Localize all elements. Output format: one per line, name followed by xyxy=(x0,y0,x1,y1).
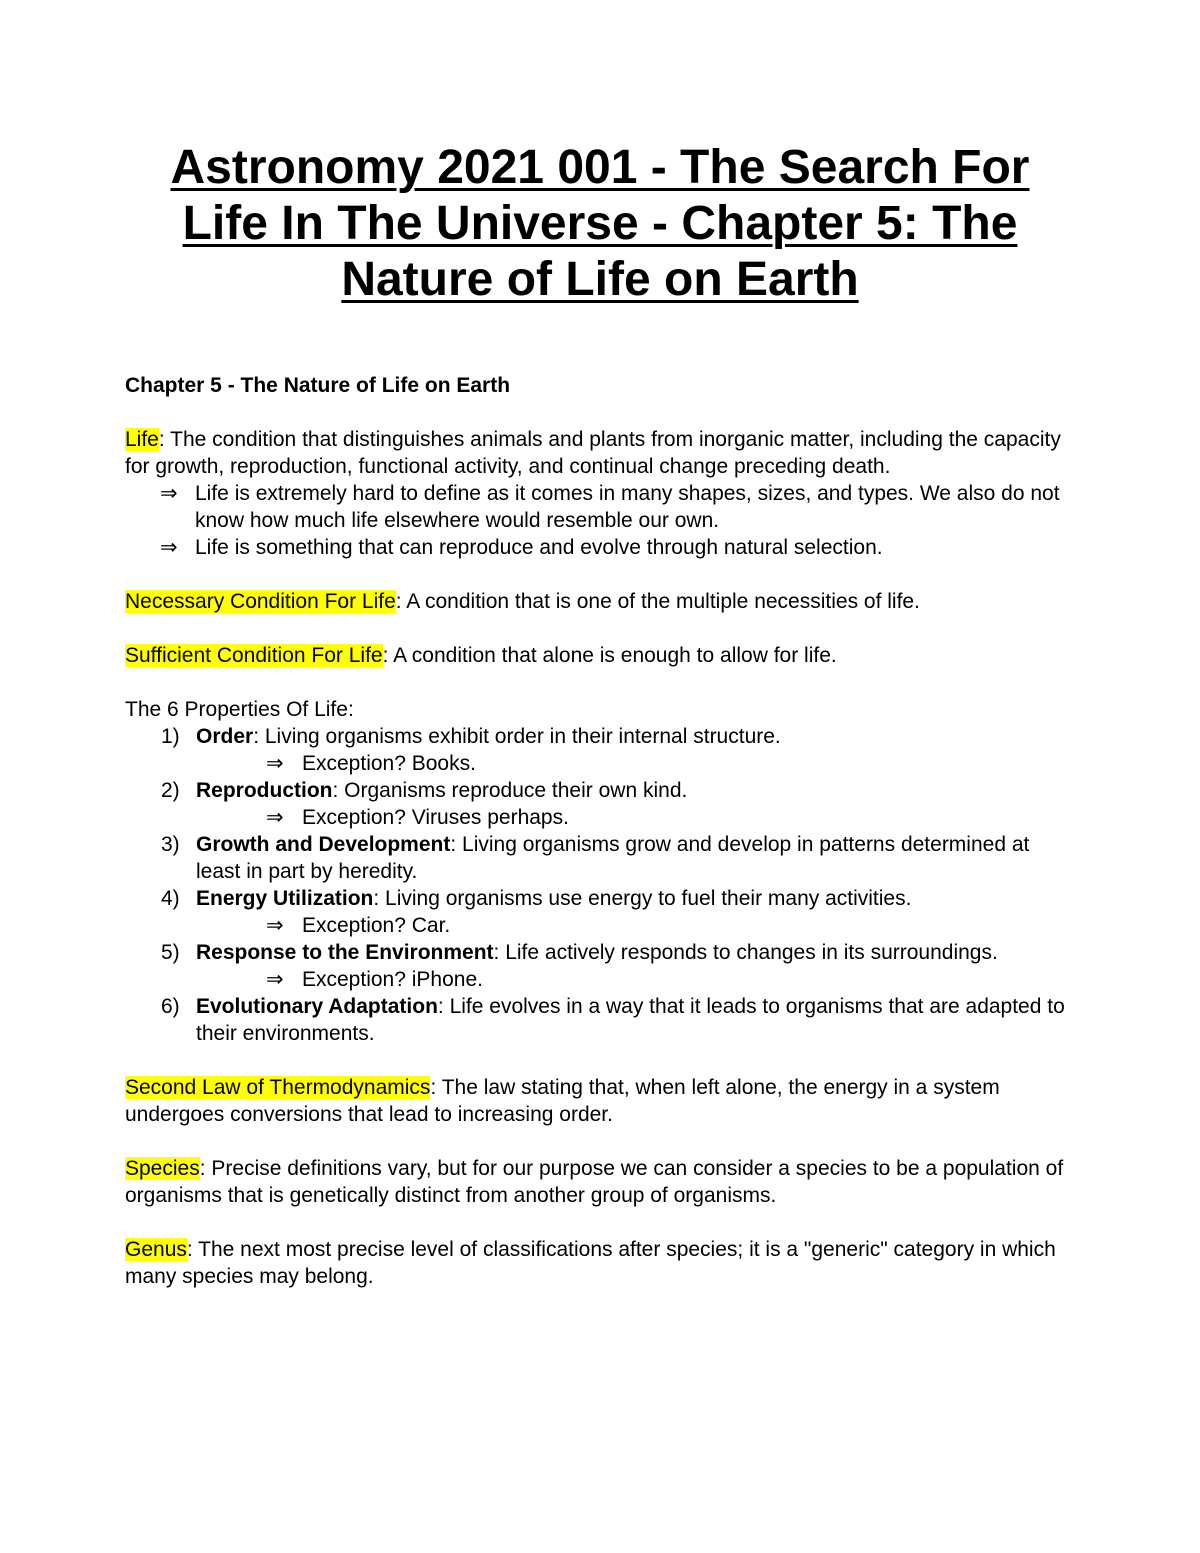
property-item xyxy=(125,777,1075,804)
item-number: 5) xyxy=(161,941,180,964)
property-name: Reproduction xyxy=(196,779,333,802)
life-definition-text: : The condition that distinguishes animals and plants from inorganic matter, including the capacity for growth, reproduction, functional activity, and continual change preceding death. xyxy=(125,428,1061,478)
genus-definition-text: : The next most precise level of classifications after species; it is a "generic" category in which many species may belong. xyxy=(125,1238,1056,1288)
exception-line xyxy=(125,966,1075,993)
exception-text: Exception? Books. xyxy=(302,752,476,775)
necessary-term: Necessary Condition For Life xyxy=(125,590,396,613)
properties-heading: The 6 Properties Of Life: xyxy=(125,698,354,721)
exception-text: Exception? Car. xyxy=(302,914,451,937)
property-item xyxy=(125,993,1075,1047)
chapter-subheading: Chapter 5 - The Nature of Life on Earth xyxy=(125,374,511,397)
list-item xyxy=(125,534,1075,561)
exception-text: Exception? Viruses perhaps. xyxy=(302,806,569,829)
arrow-icon: ⇒ xyxy=(266,968,284,991)
genus-definition xyxy=(125,1236,1075,1290)
arrow-icon: ⇒ xyxy=(160,482,178,505)
arrow-icon: ⇒ xyxy=(266,806,284,829)
property-text: : Living organisms exhibit order in their internal structure. xyxy=(253,725,781,748)
item-number: 1) xyxy=(161,725,180,748)
property-name: Growth and Development xyxy=(196,833,451,856)
property-name: Response to the Environment xyxy=(196,941,494,964)
property-text: : Organisms reproduce their own kind. xyxy=(332,779,688,802)
thermo-term: Second Law of Thermodynamics xyxy=(125,1076,431,1099)
life-definition xyxy=(125,426,1075,480)
necessary-definition: : A condition that is one of the multiple necessities of life. xyxy=(395,590,920,613)
item-number: 6) xyxy=(161,995,180,1018)
property-text: : Life evolves in a way that it leads to organisms that are adapted to their environments. xyxy=(196,995,1065,1045)
sufficient-term: Sufficient Condition For Life xyxy=(125,644,383,667)
life-term: Life xyxy=(125,428,159,451)
property-item xyxy=(125,831,1075,885)
document-page xyxy=(125,140,1075,1290)
exception-line xyxy=(125,804,1075,831)
item-number: 2) xyxy=(161,779,180,802)
genus-term: Genus xyxy=(125,1238,187,1261)
property-name: Order xyxy=(196,725,254,748)
sufficient-definition: : A condition that alone is enough to allow for life. xyxy=(382,644,837,667)
species-definition-text: : Precise definitions vary, but for our purpose we can consider a species to be a population of organisms that is genetically distinct from another group of organisms. xyxy=(125,1157,1064,1207)
document-body xyxy=(125,372,1075,1290)
exception-line xyxy=(125,912,1075,939)
property-item xyxy=(125,723,1075,750)
bullet-text: Life is something that can reproduce and evolve through natural selection. xyxy=(195,536,883,559)
necessary-condition xyxy=(125,588,1075,615)
property-item xyxy=(125,885,1075,912)
bullet-text: Life is extremely hard to define as it comes in many shapes, sizes, and types. We also do not know how much life elsewhere would resemble our own. xyxy=(195,482,1060,532)
property-text: : Living organisms grow and develop in patterns determined at least in part by heredity. xyxy=(196,833,1030,883)
property-name: Evolutionary Adaptation xyxy=(196,995,438,1018)
page-title: Astronomy 2021 001 - The Search For Life In The Universe - Chapter 5: The Nature of Life on Earth xyxy=(170,141,1030,306)
arrow-icon: ⇒ xyxy=(266,752,284,775)
thermo-definition: : The law stating that, when left alone, the energy in a system undergoes conversions that lead to increasing order. xyxy=(125,1076,1000,1126)
property-text: : Living organisms use energy to fuel their many activities. xyxy=(373,887,912,910)
life-bullets xyxy=(125,480,1075,561)
list-item xyxy=(125,480,1075,534)
item-number: 4) xyxy=(161,887,180,910)
species-term: Species xyxy=(125,1157,200,1180)
property-name: Energy Utilization xyxy=(196,887,374,910)
sufficient-condition xyxy=(125,642,1075,669)
species-definition xyxy=(125,1155,1075,1209)
exception-line xyxy=(125,750,1075,777)
property-text: : Life actively responds to changes in its surroundings. xyxy=(493,941,998,964)
properties-list xyxy=(125,723,1075,1047)
exception-text: Exception? iPhone. xyxy=(302,968,483,991)
arrow-icon: ⇒ xyxy=(266,914,284,937)
item-number: 3) xyxy=(161,833,180,856)
arrow-icon: ⇒ xyxy=(160,536,178,559)
property-item xyxy=(125,939,1075,966)
thermodynamics-definition xyxy=(125,1074,1075,1128)
